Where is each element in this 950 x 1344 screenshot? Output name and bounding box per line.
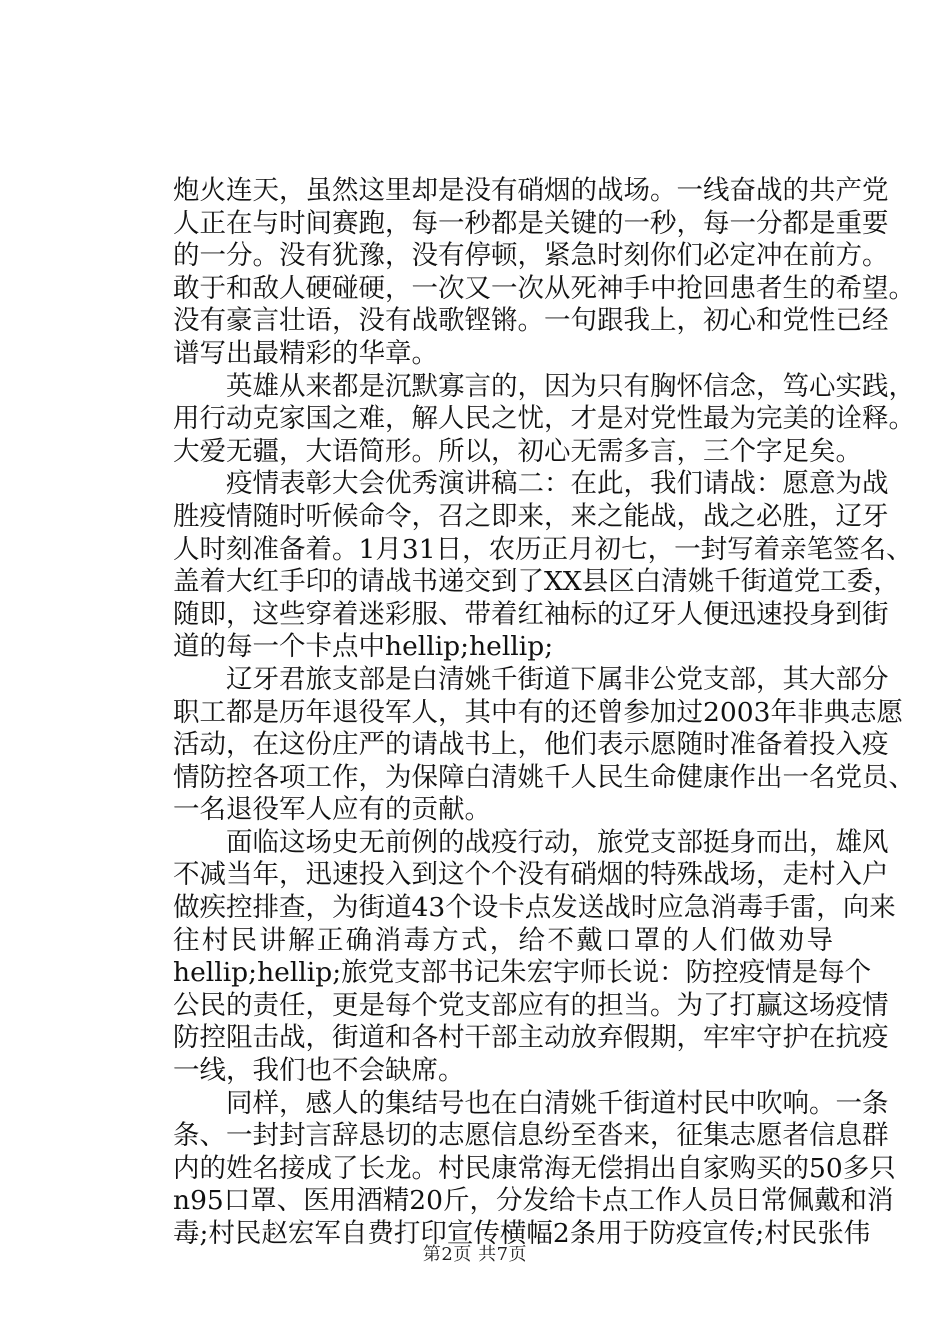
text-line: 同样，感人的集结号也在白清姚千街道村民中吹响。一条	[173, 1087, 889, 1119]
text-line: 职工都是历年退役军人，其中有的还曾参加过2003年非典志愿	[173, 696, 903, 728]
text-line: 往村民讲解正确消毒方式，给不戴口罩的人们做劝导	[173, 924, 833, 956]
text-line: 随即，这些穿着迷彩服、带着红袖标的辽牙人便迅速投身到街	[173, 598, 889, 630]
text-line: 盖着大红手印的请战书递交到了XX县区白清姚千街道党工委，	[173, 566, 900, 598]
text-line: 防控阻击战，街道和各村干部主动放弃假期，牢牢守护在抗疫	[173, 1022, 889, 1054]
text-line: hellip;hellip;旅党支部书记朱宏宇师长说：防控疫情是每个	[173, 957, 872, 989]
text-line: 条、一封封言辞恳切的志愿信息纷至沓来，征集志愿者信息群	[173, 1120, 889, 1152]
text-line: 胜疫情随时听候命令，召之即来，来之能战，战之必胜，辽牙	[173, 500, 889, 532]
text-line: 人时刻准备着。1月31日，农历正月初七，一封写着亲笔签名、	[173, 533, 913, 565]
text-line: 疫情表彰大会优秀演讲稿二：在此，我们请战：愿意为战	[173, 468, 889, 500]
text-line: 毒;村民赵宏军自费打印宣传横幅2条用于防疫宣传;村民张伟	[173, 1218, 871, 1249]
text-line: 敢于和敌人硬碰硬，一次又一次从死神手中抢回患者生的希望。	[173, 272, 915, 304]
text-line: 情防控各项工作，为保障白清姚千人民生命健康作出一名党员、	[173, 761, 915, 793]
text-line: 一名退役军人应有的贡献。	[173, 794, 491, 826]
text-line: 辽牙君旅支部是白清姚千街道下属非公党支部，其大部分	[173, 663, 889, 695]
text-line: 的一分。没有犹豫，没有停顿，紧急时刻你们必定冲在前方。	[173, 240, 889, 272]
text-line: 面临这场史无前例的战疫行动，旅党支部挺身而出，雄风	[173, 826, 889, 858]
text-line: 谱写出最精彩的华章。	[173, 337, 438, 369]
text-line: 大爱无疆，大语简形。所以，初心无需多言，三个字足矣。	[173, 435, 862, 467]
text-line: 内的姓名接成了长龙。村民康常海无偿捐出自家购买的50多只	[173, 1152, 896, 1184]
text-line: 没有豪言壮语，没有战歌铿锵。一句跟我上，初心和党性已经	[173, 305, 889, 337]
text-line: 道的每一个卡点中hellip;hellip;	[173, 631, 554, 663]
text-line: 英雄从来都是沉默寡言的，因为只有胸怀信念，笃心实践，	[173, 370, 915, 402]
text-line: 公民的责任，更是每个党支部应有的担当。为了打赢这场疫情	[173, 989, 889, 1021]
text-line: 不减当年，迅速投入到这个个没有硝烟的特殊战场，走村入户	[173, 859, 889, 891]
page-footer: 第2页 共7页	[422, 1244, 528, 1265]
text-line: 一线，我们也不会缺席。	[173, 1055, 465, 1087]
text-line: 人正在与时间赛跑，每一秒都是关键的一秒，每一分都是重要	[173, 207, 889, 239]
text-line: 用行动克家国之难，解人民之忧，才是对党性最为完美的诠释。	[173, 403, 915, 435]
text-line: 炮火连天，虽然这里却是没有硝烟的战场。一线奋战的共产党	[173, 175, 889, 206]
document-body	[173, 175, 915, 1251]
text-line: n95口罩、医用酒精20斤，分发给卡点工作人员日常佩戴和消	[173, 1185, 894, 1217]
text-line: 活动，在这份庄严的请战书上，他们表示愿随时准备着投入疫	[173, 729, 889, 761]
text-line: 做疾控排查，为街道43个设卡点发送战时应急消毒手雷，向来	[173, 892, 896, 924]
